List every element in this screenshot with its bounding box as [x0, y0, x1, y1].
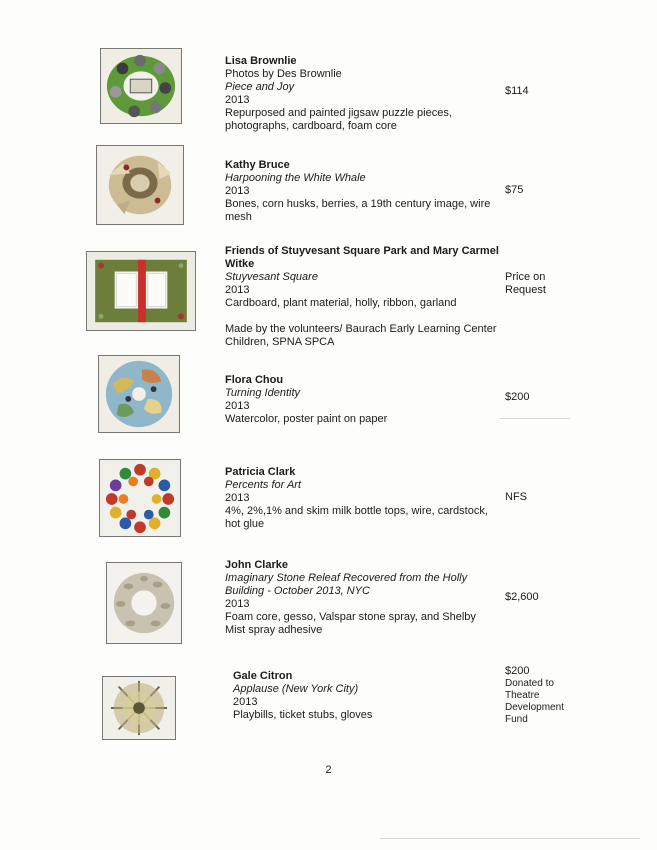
page-number: 2: [325, 764, 332, 776]
husk-wreath-icon: [96, 145, 184, 225]
artist-name: Patricia Clark: [225, 466, 296, 478]
artist-name: Kathy Bruce: [225, 159, 290, 171]
artwork-year: 2013: [225, 492, 250, 504]
artwork-price: $75: [505, 184, 524, 196]
artist-name: Flora Chou: [225, 374, 284, 386]
scan-artifact: [380, 838, 640, 839]
artwork-title: Imaginary Stone Releaf Recovered from the Holly Building - October 2013, NYC: [225, 572, 468, 597]
artwork-title: Stuyvesant Square: [225, 271, 318, 283]
artwork-year: 2013: [225, 185, 250, 197]
artwork-year: 2013: [225, 94, 250, 106]
artwork-note: Made by the volunteers/ Baurach Early Learning Center Children, SPNA SPCA: [225, 323, 497, 348]
artwork-title: Applause (New York City): [233, 683, 359, 695]
artist-name: Lisa Brownlie: [225, 55, 297, 67]
scan-artifact: [500, 418, 570, 419]
artwork-year: 2013: [225, 598, 250, 610]
artwork-year: 2013: [225, 400, 250, 412]
artwork-title: Harpooning the White Whale: [225, 172, 366, 184]
price-note: Donated to Theatre Development Fund: [505, 678, 564, 725]
artist-name: Gale Citron: [233, 670, 293, 682]
artwork-price: $200: [505, 391, 530, 403]
artwork-materials: Cardboard, plant material, holly, ribbon, garland: [225, 297, 457, 309]
artwork-price: $200: [505, 665, 530, 677]
artwork-year: 2013: [233, 696, 258, 708]
artist-name: John Clarke: [225, 559, 288, 571]
artwork-year: 2013: [225, 284, 250, 296]
artwork-price: Price on Request: [505, 271, 546, 296]
playbill-rosette-icon: [102, 676, 176, 740]
artwork-title: Turning Identity: [225, 387, 301, 399]
artwork-title: Piece and Joy: [225, 81, 295, 93]
bottle-top-wreath-icon: [99, 459, 181, 537]
artwork-materials: Playbills, ticket stubs, gloves: [233, 709, 373, 721]
artwork-price: $2,600: [505, 591, 539, 603]
photo-wreath-icon: [100, 48, 182, 124]
square-wreath-icon: [86, 251, 196, 331]
artwork-materials: Foam core, gesso, Valspar stone spray, and Shelby Mist spray adhesive: [225, 611, 476, 636]
artwork-title: Percents for Art: [225, 479, 302, 491]
artwork-materials: Watercolor, poster paint on paper: [225, 413, 388, 425]
painted-disc-icon: [98, 355, 180, 433]
artwork-materials: Repurposed and painted jigsaw puzzle pieces, photographs, cardboard, foam core: [225, 107, 452, 132]
artwork-price: $114: [505, 85, 529, 97]
stone-wreath-icon: [106, 562, 182, 644]
artwork-price: NFS: [505, 491, 527, 503]
artwork-materials: Bones, corn husks, berries, a 19th century image, wire mesh: [225, 198, 491, 223]
artwork-credit: Photos by Des Brownlie: [225, 68, 342, 80]
artist-name: Friends of Stuyvesant Square Park and Mary Carmel Witke: [225, 245, 499, 270]
artwork-materials: 4%, 2%,1% and skim milk bottle tops, wire, cardstock, hot glue: [225, 505, 488, 530]
